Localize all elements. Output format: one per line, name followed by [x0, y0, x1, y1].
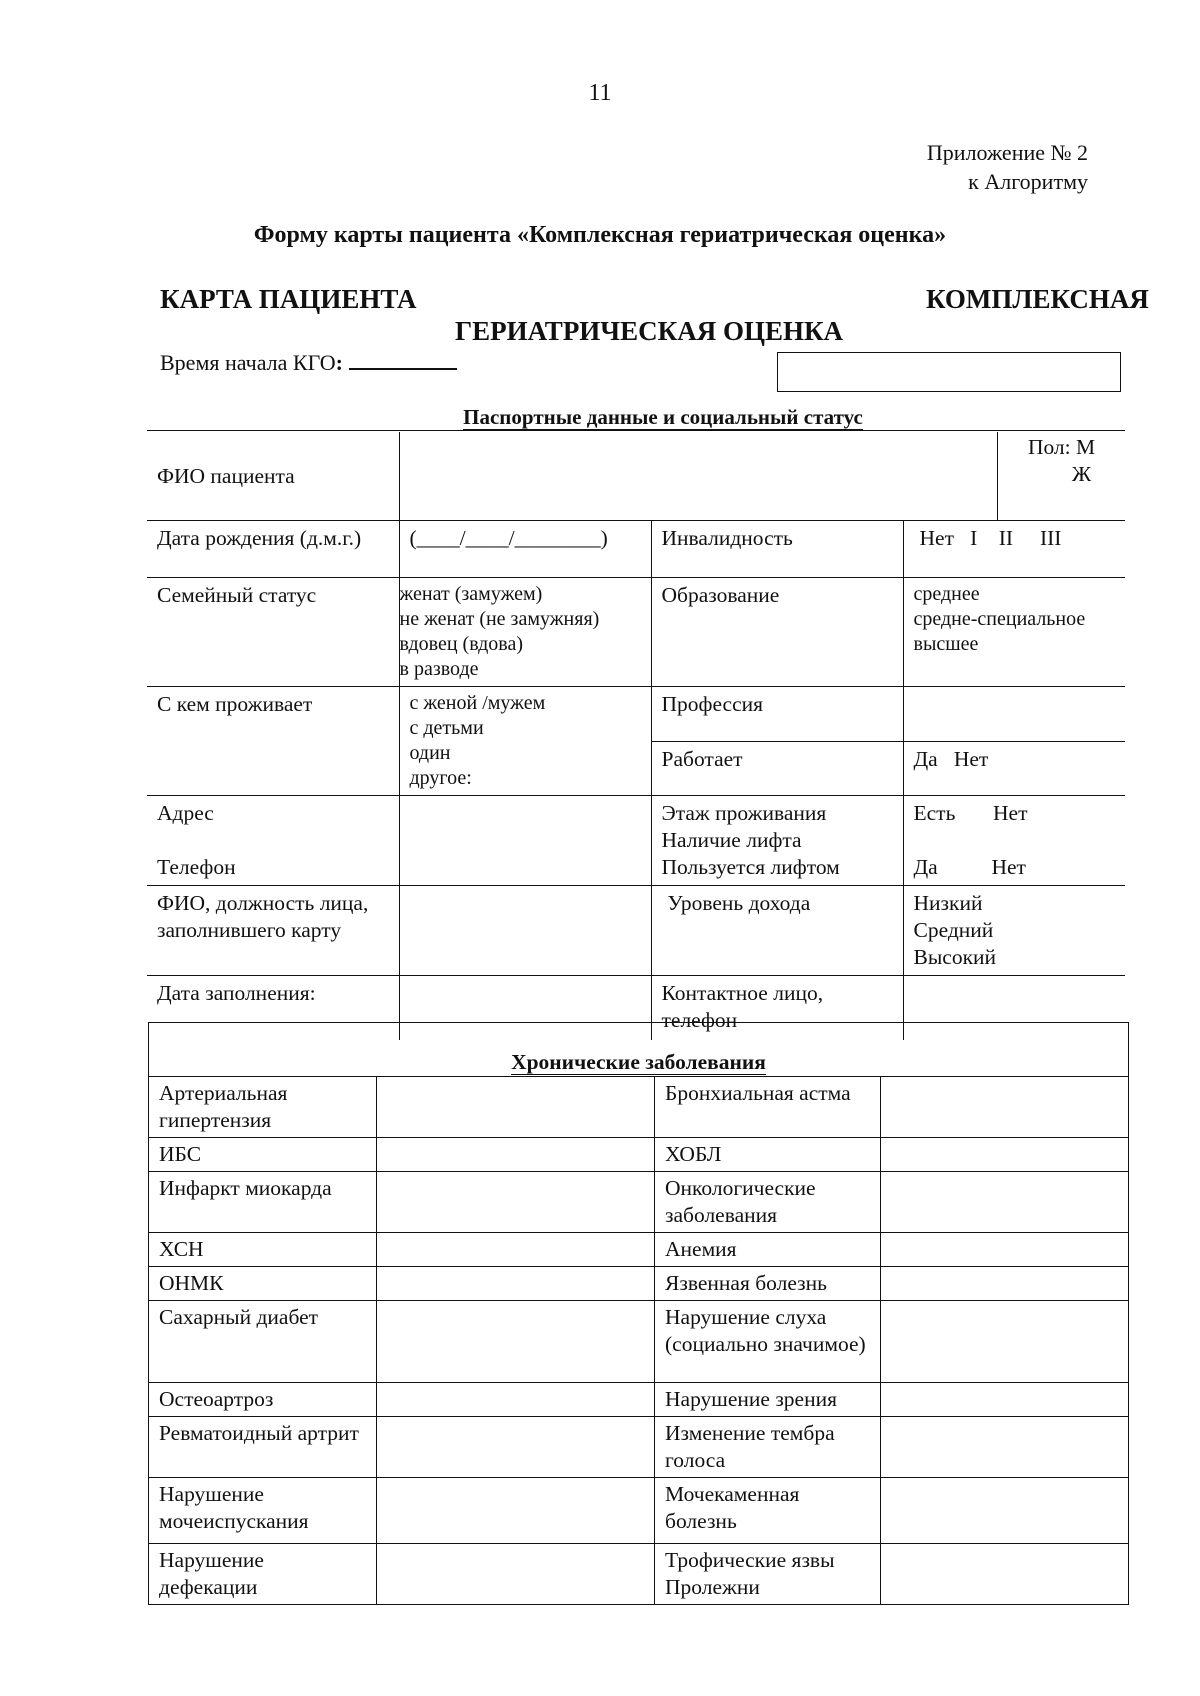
table-row	[149, 1478, 1129, 1544]
address-phone-labels	[147, 796, 399, 886]
table-row	[147, 886, 1125, 976]
floor-lift-labels	[651, 796, 903, 886]
family-option[interactable]: женат (замужем)	[399, 583, 543, 605]
lift-options[interactable]	[903, 796, 1125, 886]
card-title-second: ГЕРИАТРИЧЕСКАЯ ОЦЕНКА	[455, 316, 844, 346]
card-title-left: КАРТА ПАЦИЕНТА	[160, 284, 417, 314]
table-row	[149, 1383, 1129, 1417]
disease-value-left[interactable]	[377, 1267, 655, 1301]
passport-section-title-text: Паспортные данные и социальный статус	[463, 405, 863, 429]
disease-label-left: Инфаркт миокарда	[149, 1172, 377, 1233]
works-options[interactable]: Да Нет	[903, 741, 1125, 796]
profession-value[interactable]	[903, 687, 1125, 742]
birth-value[interactable]: (____/____/________)	[399, 521, 651, 578]
lives-with-options[interactable]	[399, 687, 651, 796]
appendix-note	[927, 138, 1088, 196]
appendix-line-2: к Алгоритму	[968, 169, 1088, 194]
family-options[interactable]	[399, 578, 651, 687]
sex-cell[interactable]	[997, 432, 1125, 520]
disease-label-right: Мочекаменная болезнь	[655, 1478, 881, 1544]
kgo-start-blank[interactable]	[349, 350, 457, 370]
table-row	[147, 521, 1125, 578]
disease-value-left[interactable]	[377, 1417, 655, 1478]
birth-label: Дата рождения (д.м.г.)	[147, 521, 399, 578]
table-row	[149, 1301, 1129, 1383]
passport-section-title	[0, 405, 1200, 430]
family-label: Семейный статус	[147, 578, 399, 687]
table-row	[149, 1544, 1129, 1605]
disease-label-right: ХОБЛ	[655, 1138, 881, 1172]
profession-label: Профессия	[651, 687, 903, 742]
fio-label: ФИО пациента	[147, 432, 399, 521]
disease-label-left: Ревматоидный артрит	[149, 1417, 377, 1478]
disease-value-left[interactable]	[377, 1138, 655, 1172]
family-option[interactable]: не женат (не замужняя)	[399, 608, 600, 630]
disease-value-right[interactable]	[881, 1383, 1129, 1417]
table-row	[147, 578, 1125, 687]
education-option[interactable]: средне-специальное	[913, 608, 1086, 630]
chronic-rows	[149, 1077, 1129, 1605]
sex-female-label: Ж	[1071, 462, 1092, 486]
disease-value-left[interactable]	[377, 1544, 655, 1605]
passport-table	[147, 432, 1125, 1040]
disease-value-left[interactable]	[377, 1478, 655, 1544]
disease-label-left: ОНМК	[149, 1267, 377, 1301]
lift-label: Наличие лифта	[661, 828, 802, 852]
kgo-colon: :	[335, 350, 343, 375]
disease-value-left[interactable]	[377, 1172, 655, 1233]
disease-label-right: Нарушение зрения	[655, 1383, 881, 1417]
uses-lift-option[interactable]: Да Нет	[913, 855, 1026, 879]
chronic-diseases-table	[148, 1022, 1129, 1605]
disease-label-right: Язвенная болезнь	[655, 1267, 881, 1301]
disease-value-left[interactable]	[377, 1301, 655, 1383]
address-phone-value[interactable]	[399, 796, 651, 886]
passport-top-line	[147, 430, 1125, 431]
chronic-section-title-text: Хронические заболевания	[511, 1050, 766, 1074]
filler-value[interactable]	[399, 886, 651, 976]
disease-value-left[interactable]	[377, 1383, 655, 1417]
disease-label-right: Изменение тембра голоса	[655, 1417, 881, 1478]
sex-male-label: Пол: М	[1027, 435, 1096, 459]
disease-label-left: Артериальная гипертензия	[149, 1077, 377, 1138]
lift-option[interactable]: Есть Нет	[913, 801, 1028, 825]
disease-label-left: Нарушение мочеиспускания	[149, 1478, 377, 1544]
fill-date-label: Дата заполнения:	[157, 981, 316, 1005]
disease-label-right: Бронхиальная астма	[655, 1077, 881, 1138]
table-row	[149, 1233, 1129, 1267]
kgo-start-time	[160, 350, 457, 376]
table-row	[149, 1172, 1129, 1233]
family-option[interactable]: в разводе	[399, 658, 479, 680]
income-option[interactable]: Низкий	[913, 891, 983, 915]
education-label: Образование	[651, 578, 903, 687]
address-label: Адрес	[157, 801, 214, 825]
disease-value-right[interactable]	[881, 1233, 1129, 1267]
floor-label: Этаж проживания	[661, 801, 827, 825]
fio-value-cell[interactable]	[399, 432, 1125, 521]
table-row	[149, 1267, 1129, 1301]
disease-value-left[interactable]	[377, 1233, 655, 1267]
lives-with-option[interactable]: один	[409, 742, 451, 764]
lives-with-label: С кем проживает	[147, 687, 399, 796]
education-options[interactable]	[903, 578, 1125, 687]
disability-options[interactable]: Нет I II III	[903, 521, 1125, 578]
income-label: Уровень дохода	[651, 886, 903, 976]
disease-label-right: Нарушение слуха (социально значимое)	[655, 1301, 881, 1383]
income-option[interactable]: Высокий	[913, 945, 997, 969]
works-label: Работает	[651, 741, 903, 796]
education-option[interactable]: среднее	[913, 583, 980, 605]
education-option[interactable]: высшее	[913, 633, 979, 655]
table-row	[147, 796, 1125, 886]
table-row	[147, 687, 1125, 742]
form-title: Форму карты пациента «Комплексная гериатрическая оценка»	[253, 222, 947, 248]
phone-label: Телефон	[157, 855, 236, 879]
disease-label-left: Остеоартроз	[149, 1383, 377, 1417]
disease-label-left: ИБС	[149, 1138, 377, 1172]
table-row	[147, 432, 1125, 521]
disease-label-left: Нарушение дефекации	[149, 1544, 377, 1605]
table-row	[149, 1417, 1129, 1478]
disease-value-right[interactable]	[881, 1267, 1129, 1301]
table-row	[149, 1138, 1129, 1172]
card-title-right: КОМПЛЕКСНАЯ	[926, 284, 1149, 314]
chronic-section-title	[149, 1023, 1129, 1077]
uses-lift-label: Пользуется лифтом	[661, 855, 840, 879]
disease-label-left: ХСН	[149, 1233, 377, 1267]
disease-value-right[interactable]	[881, 1172, 1129, 1233]
income-options[interactable]	[903, 886, 1125, 976]
appendix-line-1: Приложение № 2	[926, 140, 1088, 165]
table-row	[149, 1023, 1129, 1077]
lives-with-option[interactable]: с детьми	[409, 717, 484, 739]
disease-value-right[interactable]	[881, 1077, 1129, 1138]
income-option[interactable]: Средний	[913, 918, 994, 942]
page-number: 11	[588, 80, 612, 106]
disease-value-right[interactable]	[881, 1301, 1129, 1383]
kgo-start-label: Время начала КГО	[160, 350, 336, 375]
disease-value-left[interactable]	[377, 1077, 655, 1138]
disease-value-right[interactable]	[881, 1138, 1129, 1172]
disease-label-right: Анемия	[655, 1233, 881, 1267]
disease-label-left: Сахарный диабет	[149, 1301, 377, 1383]
disease-value-right[interactable]	[881, 1417, 1129, 1478]
lives-with-option[interactable]: другое:	[409, 767, 472, 789]
disease-label-right: Онкологические заболевания	[655, 1172, 881, 1233]
disease-label-right: Трофические язвы Пролежни	[655, 1544, 881, 1605]
lives-with-option[interactable]: с женой /мужем	[409, 692, 546, 714]
contact-label: Контактное лицо, телефон	[651, 976, 903, 1040]
family-option[interactable]: вдовец (вдова)	[399, 633, 524, 655]
filler-label: ФИО, должность лица, заполнившего карту	[147, 886, 399, 976]
card-number-box[interactable]	[777, 352, 1121, 392]
table-row	[149, 1077, 1129, 1138]
disease-value-right[interactable]	[881, 1544, 1129, 1605]
disability-label: Инвалидность	[651, 521, 903, 578]
disease-value-right[interactable]	[881, 1478, 1129, 1544]
